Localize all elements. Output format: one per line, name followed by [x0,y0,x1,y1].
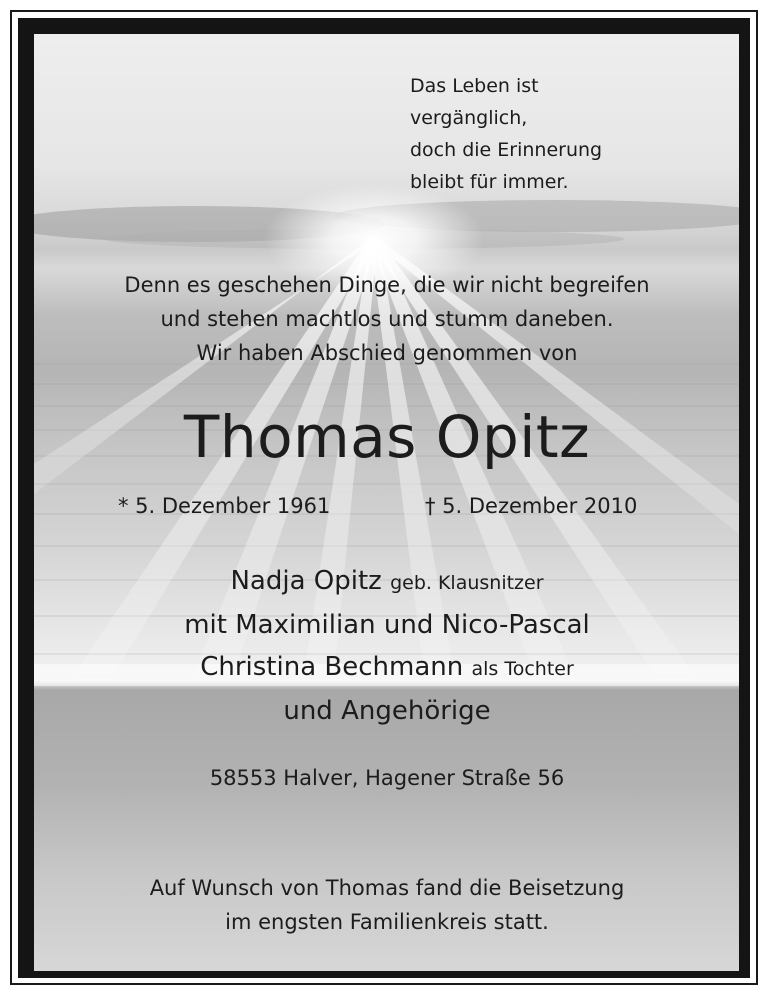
closing-block [0,871,774,939]
mourner-note: als Tochter [471,658,574,680]
birth-date: * 5. Dezember 1961 [118,494,331,518]
intro-line: Wir haben Abschied genommen von [196,341,578,365]
closing-line: im engsten Familienkreis statt. [225,910,549,934]
intro-block [0,268,774,370]
quote-line: Das Leben ist [410,75,539,97]
intro-line: und stehen machtlos und stumm daneben. [160,307,614,331]
mourner-line: und Angehörige [283,696,491,726]
address: 58553 Halver, Hagener Straße 56 [209,766,565,790]
intro-line: Denn es geschehen Dinge, die wir nicht begreifen [124,273,650,297]
death-date: † 5. Dezember 2010 [425,494,638,518]
mourner-line [0,646,774,690]
mourners-block [0,560,774,732]
quote-line: vergänglich, [410,107,528,129]
mourner-line [0,560,774,604]
mourner-note: geb. Klausnitzer [390,572,544,594]
deceased-name: Thomas Opitz [183,403,591,471]
mourner-line: mit Maximilian und Nico-Pascal [184,610,590,640]
mourner-name: Nadja Opitz [230,566,382,596]
quote-block [410,70,602,198]
closing-line: Auf Wunsch von Thomas fand die Beisetzung [149,876,625,900]
quote-line: doch die Erinnerung [410,139,603,161]
mourner-name: Christina Bechmann [200,652,464,682]
quote-line: bleibt für immer. [410,171,569,193]
